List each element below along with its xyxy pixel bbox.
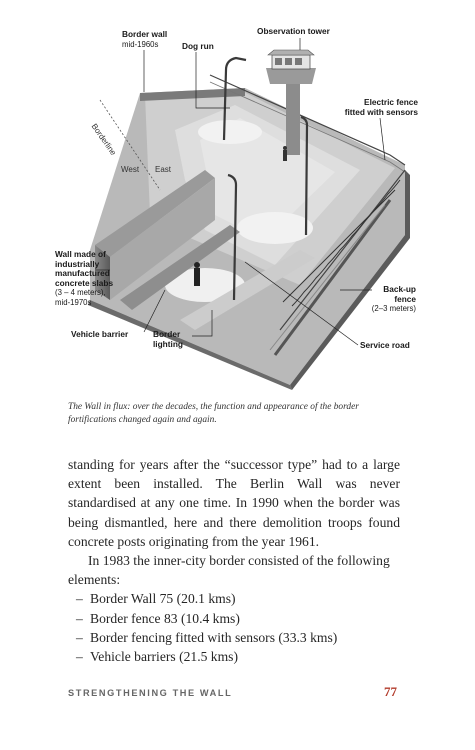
- figure-caption: The Wall in flux: over the decades, the function and appearance of the border fortifications changed again and again.: [68, 402, 359, 425]
- paragraph-1: standing for years after the “successor type” had to a large extent been installed. The Berlin Wall was never standardised at any one time. In 1990 when the border was being dismantled, here and there demolition troops found concrete posts originating from the year 1961.: [68, 457, 400, 549]
- label-observation-tower: Observation tower: [257, 26, 330, 36]
- body-text: [68, 455, 400, 666]
- border-elements-list: [68, 589, 400, 666]
- list-item: – Border fencing fitted with sensors (33.3 kms): [76, 629, 338, 645]
- label-dog-run: Dog run: [182, 41, 214, 51]
- label-border-wall: Border wall mid-1960s: [122, 29, 168, 49]
- label-west: West: [121, 165, 140, 174]
- label-borderline: Borderline: [89, 122, 118, 158]
- running-footer-title: STRENGTHENING THE WALL: [68, 688, 233, 698]
- list-item: – Border Wall 75 (20.1 kms): [76, 591, 236, 607]
- paragraph-2: In 1983 the inner-city border consisted of the following elements:: [68, 553, 390, 588]
- label-east: East: [155, 165, 172, 174]
- list-item: – Vehicle barriers (21.5 kms): [76, 649, 238, 665]
- list-item: – Border fence 83 (10.4 kms): [76, 610, 240, 626]
- label-wall-slabs: Wall made of industrially manufactured concrete slabs (3 – 4 meters), mid-1970s: [55, 249, 114, 307]
- label-backup-fence: Back-up fence (2–3 meters): [371, 284, 416, 314]
- page-number: 77: [384, 684, 397, 699]
- label-vehicle-barrier: Vehicle barrier: [71, 329, 129, 339]
- label-border-lighting: Border lighting: [153, 329, 183, 349]
- label-electric-fence: Electric fence fitted with sensors: [344, 97, 418, 117]
- label-service-road: Service road: [360, 340, 410, 350]
